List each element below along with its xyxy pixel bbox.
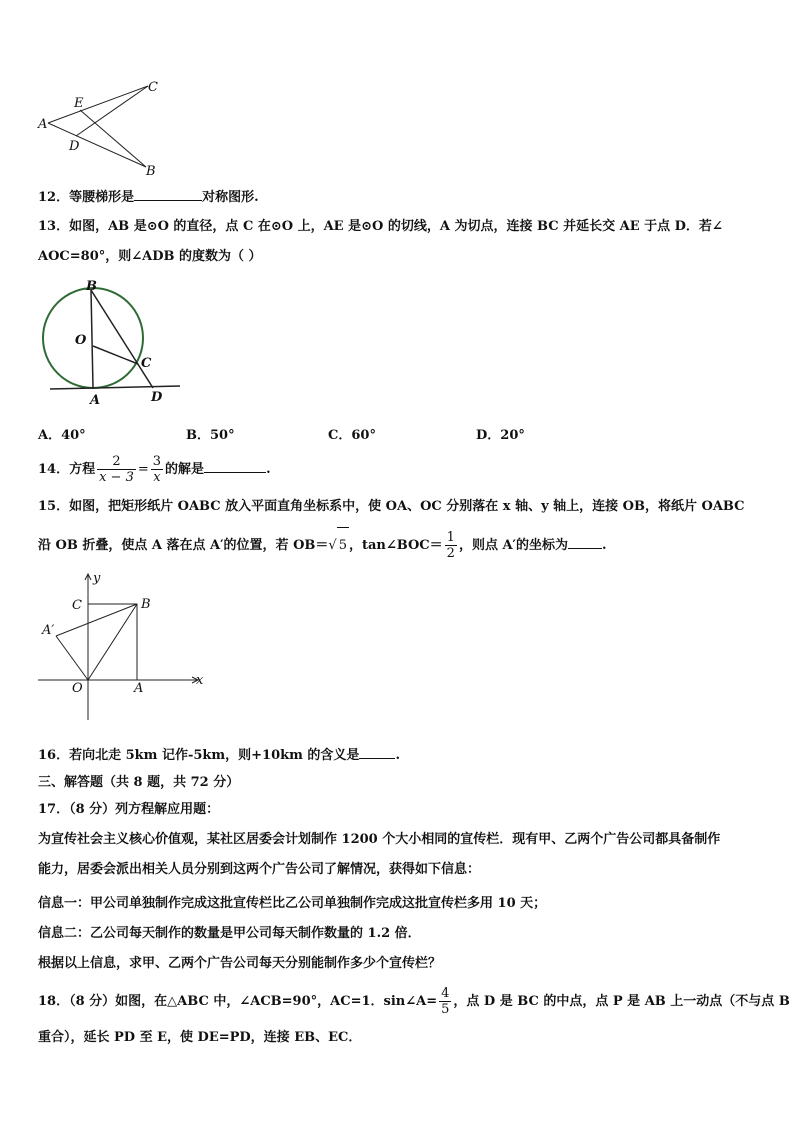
q12-suffix: 对称图形.	[202, 190, 259, 205]
question-13-line1: 13．如图，AB 是⊙O 的直径，点 C 在⊙O 上，AE 是⊙O 的切线，A 为切点，连接 BC 并延长交 AE 于点 D．若∠	[38, 219, 723, 234]
q16-blank[interactable]	[359, 744, 395, 759]
question-15-line2: 沿 OB 折叠，使点 A 落在点 A′的位置，若 OB＝√ 5 ，tan∠BOC＝ $\frac{1}{2}$ ，则点 A′的坐标为 .	[38, 527, 607, 564]
label-A: A	[38, 117, 48, 132]
label-C: C	[148, 80, 158, 95]
question-18-line2: 重合），延长 PD 至 E，使 DE=PD，连接 EB、EC．	[38, 1030, 362, 1045]
label-B: B	[86, 279, 97, 294]
q13-option-c[interactable]: C．60°	[328, 428, 376, 443]
question-17-p2: 能力，居委会派出相关人员分别到这两个广告公司了解情况，获得如下信息：	[38, 862, 481, 877]
label-B: B	[141, 597, 151, 612]
question-17-p1: 为宣传社会主义核心价值观，某社区居委会计划制作 1200 个大小相同的宣传栏．现有甲、乙两个广告公司都具备制作	[38, 832, 721, 847]
question-15-line1: 15．如图，把矩形纸片 OABC 放入平面直角坐标系中，使 OA、OC 分别落在 x 轴、y 轴上，连接 OB，将纸片 OABC	[38, 499, 745, 514]
label-D: D	[69, 139, 80, 154]
label-y: y	[93, 571, 101, 586]
q15-sqrt: √ 5	[328, 527, 349, 564]
q12-text: 12．等腰梯形是	[38, 190, 135, 205]
question-18-line1: 18．（8 分）如图，在△ABC 中，∠ACB=90°，AC=1．sin∠A= $\frac{4}{5}$ ，点 D 是 BC 的中点，点 P 是 AB 上一动点（不与点 B	[38, 986, 790, 1017]
q13-option-d[interactable]: D．20°	[476, 428, 525, 443]
question-12	[38, 186, 259, 208]
q15-blank[interactable]	[568, 534, 602, 549]
label-C: C	[72, 598, 82, 613]
q14-fraction-1: $\frac{2}{x - 3}$	[99, 454, 134, 485]
question-14: 14．方程 $\frac{2}{x - 3}$ = $\frac{3}{x}$ 的解是 .	[38, 454, 271, 485]
label-E: E	[74, 96, 84, 111]
label-A: A	[134, 681, 144, 696]
q13-option-a[interactable]: A．40°	[38, 428, 86, 443]
q14-blank[interactable]	[204, 458, 266, 473]
figure-triangles-top	[30, 75, 170, 180]
question-17-ask: 根据以上信息，求甲、乙两个广告公司每天分别能制作多少个宣传栏？	[38, 956, 442, 971]
q12-blank[interactable]	[134, 186, 202, 201]
figure-coordinate	[30, 568, 210, 723]
q18-fraction: $\frac{4}{5}$	[441, 986, 450, 1017]
label-C: C	[141, 356, 152, 371]
q15-fraction: $\frac{1}{2}$	[446, 530, 455, 561]
q14-text: 14．方程	[38, 462, 96, 477]
label-O: O	[75, 333, 87, 348]
question-13-line2: AOC=80°，则∠ADB 的度数为（ ）	[38, 249, 262, 264]
question-17-title: 17．（8 分）列方程解应用题：	[38, 802, 220, 817]
q14-fraction-2: $\frac{3}{x}$	[152, 454, 162, 485]
q13-option-b[interactable]: B．50°	[186, 428, 235, 443]
label-A: A	[90, 393, 101, 408]
question-17-info1: 信息一：甲公司单独制作完成这批宣传栏比乙公司单独制作完成这批宣传栏多用 10 天；	[38, 896, 547, 911]
question-16: 16．若向北走 5km 记作-5km，则+10km 的含义是 .	[38, 744, 400, 766]
label-O: O	[72, 681, 83, 696]
question-17-info2: 信息二：乙公司每天制作的数量是甲公司每天制作数量的 1.2 倍．	[38, 926, 421, 941]
label-x: x	[196, 673, 204, 688]
label-B: B	[146, 164, 156, 179]
label-A-prime: A′	[42, 623, 55, 638]
label-D: D	[151, 390, 163, 405]
figure-circle	[38, 278, 188, 408]
section-heading-3: 三、解答题（共 8 题，共 72 分）	[38, 775, 240, 790]
